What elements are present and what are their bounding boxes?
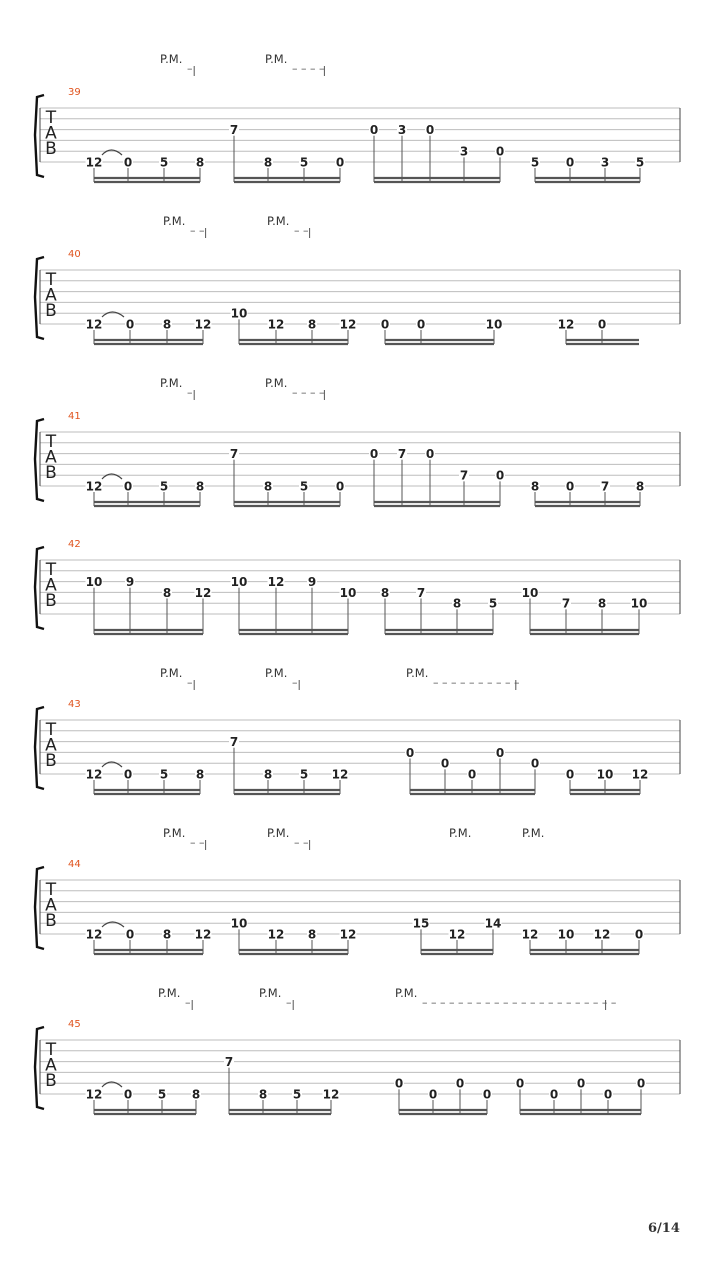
fret-number: 10 bbox=[521, 585, 539, 600]
measure-number: 43 bbox=[68, 699, 81, 710]
fret-number: 0 bbox=[603, 1087, 613, 1102]
fret-number: 12 bbox=[194, 317, 212, 332]
fret-number: 0 bbox=[123, 155, 133, 170]
fret-number: 5 bbox=[159, 479, 169, 494]
fret-number: 8 bbox=[307, 927, 317, 942]
fret-number: 10 bbox=[230, 575, 248, 590]
fret-number: 0 bbox=[495, 468, 505, 483]
fret-number: 8 bbox=[162, 317, 172, 332]
page-number: 6/14 bbox=[648, 1221, 680, 1236]
fret-number: 0 bbox=[428, 1087, 438, 1102]
palm-mute-extension: – – bbox=[294, 224, 309, 237]
fret-number: 5 bbox=[299, 767, 309, 782]
palm-mute-label: P.M. bbox=[265, 52, 288, 66]
fret-number: 0 bbox=[369, 123, 379, 138]
fret-number: 10 bbox=[230, 916, 248, 931]
fret-number: 3 bbox=[600, 155, 610, 170]
fret-number: 5 bbox=[635, 155, 645, 170]
tab-clef-letter: B bbox=[45, 301, 57, 321]
fret-number: 0 bbox=[565, 479, 575, 494]
tab-clef-letter: T bbox=[45, 560, 57, 580]
measure-number: 44 bbox=[68, 859, 81, 870]
fret-number: 12 bbox=[631, 767, 649, 782]
fret-number: 12 bbox=[85, 317, 103, 332]
fret-number: 12 bbox=[331, 767, 349, 782]
fret-number: 8 bbox=[530, 479, 540, 494]
measure-number: 40 bbox=[68, 249, 81, 260]
measure-number: 39 bbox=[68, 87, 81, 98]
fret-number: 0 bbox=[394, 1076, 404, 1091]
fret-number: 8 bbox=[195, 767, 205, 782]
fret-number: 8 bbox=[191, 1087, 201, 1102]
fret-number: 0 bbox=[467, 767, 477, 782]
fret-number: 0 bbox=[636, 1076, 646, 1091]
tab-clef-letter: B bbox=[45, 1071, 57, 1091]
fret-number: 7 bbox=[229, 735, 239, 750]
tab-clef-letter: A bbox=[45, 575, 57, 596]
fret-number: 10 bbox=[557, 927, 575, 942]
fret-number: 8 bbox=[307, 317, 317, 332]
fret-number: 8 bbox=[195, 155, 205, 170]
palm-mute-label: P.M. bbox=[259, 986, 282, 1000]
palm-mute-label: P.M. bbox=[163, 826, 186, 840]
fret-number: 0 bbox=[530, 756, 540, 771]
fret-number: 0 bbox=[425, 447, 435, 462]
fret-number: 7 bbox=[600, 479, 610, 494]
fret-number: 0 bbox=[123, 1087, 133, 1102]
fret-number: 3 bbox=[459, 144, 469, 159]
palm-mute-extension: – bbox=[187, 386, 193, 399]
tab-clef-letter: B bbox=[45, 139, 57, 159]
palm-mute-extension: – – – – bbox=[292, 62, 325, 75]
fret-number: 12 bbox=[593, 927, 611, 942]
tab-clef-letter: A bbox=[45, 895, 57, 916]
palm-mute-extension: – bbox=[292, 676, 298, 689]
fret-number: 0 bbox=[495, 745, 505, 760]
fret-number: 12 bbox=[85, 927, 103, 942]
fret-number: 7 bbox=[224, 1055, 234, 1070]
palm-mute-extension: – – bbox=[190, 224, 205, 237]
palm-mute-label: P.M. bbox=[265, 666, 288, 680]
fret-number: 3 bbox=[397, 123, 407, 138]
palm-mute-extension: – – bbox=[294, 836, 309, 849]
fret-number: 10 bbox=[596, 767, 614, 782]
fret-number: 5 bbox=[299, 155, 309, 170]
fret-number: 7 bbox=[229, 447, 239, 462]
fret-number: 8 bbox=[597, 596, 607, 611]
fret-number: 9 bbox=[125, 575, 135, 590]
fret-number: 5 bbox=[292, 1087, 302, 1102]
tab-clef-letter: A bbox=[45, 1055, 57, 1076]
palm-mute-extension: – bbox=[187, 62, 193, 75]
tab-clef-letter: B bbox=[45, 911, 57, 931]
tab-clef-letter: T bbox=[45, 432, 57, 452]
tab-clef-letter: B bbox=[45, 591, 57, 611]
fret-number: 12 bbox=[339, 927, 357, 942]
fret-number: 12 bbox=[557, 317, 575, 332]
fret-number: 0 bbox=[482, 1087, 492, 1102]
palm-mute-label: P.M. bbox=[395, 986, 418, 1000]
palm-mute-extension: – bbox=[187, 676, 193, 689]
palm-mute-label: P.M. bbox=[267, 826, 290, 840]
tab-clef-letter: A bbox=[45, 735, 57, 756]
fret-number: 10 bbox=[230, 306, 248, 321]
fret-number: 5 bbox=[299, 479, 309, 494]
palm-mute-extension: – bbox=[185, 996, 191, 1009]
fret-number: 0 bbox=[123, 479, 133, 494]
palm-mute-label: P.M. bbox=[406, 666, 429, 680]
fret-number: 5 bbox=[157, 1087, 167, 1102]
fret-number: 8 bbox=[162, 585, 172, 600]
tab-clef-letter: B bbox=[45, 751, 57, 771]
fret-number: 8 bbox=[263, 479, 273, 494]
fret-number: 12 bbox=[521, 927, 539, 942]
fret-number: 10 bbox=[85, 575, 103, 590]
fret-number: 0 bbox=[495, 144, 505, 159]
fret-number: 9 bbox=[307, 575, 317, 590]
fret-number: 0 bbox=[369, 447, 379, 462]
measure-number: 45 bbox=[68, 1019, 81, 1030]
fret-number: 12 bbox=[85, 479, 103, 494]
fret-number: 0 bbox=[125, 317, 135, 332]
tab-clef-letter: T bbox=[45, 1040, 57, 1060]
palm-mute-label: P.M. bbox=[160, 666, 183, 680]
fret-number: 12 bbox=[194, 927, 212, 942]
fret-number: 0 bbox=[576, 1076, 586, 1091]
fret-number: 10 bbox=[339, 585, 357, 600]
palm-mute-extension: – bbox=[286, 996, 292, 1009]
tab-clef-letter: A bbox=[45, 285, 57, 306]
fret-number: 8 bbox=[263, 767, 273, 782]
palm-mute-label: P.M. bbox=[160, 376, 183, 390]
fret-number: 12 bbox=[322, 1087, 340, 1102]
fret-number: 5 bbox=[530, 155, 540, 170]
tab-clef-letter: B bbox=[45, 463, 57, 483]
fret-number: 12 bbox=[85, 1087, 103, 1102]
fret-number: 5 bbox=[159, 155, 169, 170]
fret-number: 12 bbox=[267, 927, 285, 942]
fret-number: 14 bbox=[484, 916, 502, 931]
palm-mute-label: P.M. bbox=[160, 52, 183, 66]
palm-mute-label: P.M. bbox=[158, 986, 181, 1000]
tab-clef-letter: T bbox=[45, 270, 57, 290]
palm-mute-label: P.M. bbox=[522, 826, 545, 840]
tab-clef-letter: T bbox=[45, 108, 57, 128]
fret-number: 7 bbox=[459, 468, 469, 483]
fret-number: 8 bbox=[380, 585, 390, 600]
palm-mute-label: P.M. bbox=[449, 826, 472, 840]
fret-number: 0 bbox=[455, 1076, 465, 1091]
fret-number: 5 bbox=[159, 767, 169, 782]
fret-number: 0 bbox=[565, 155, 575, 170]
fret-number: 8 bbox=[452, 596, 462, 611]
fret-number: 12 bbox=[194, 585, 212, 600]
fret-number: 15 bbox=[412, 916, 430, 931]
fret-number: 12 bbox=[448, 927, 466, 942]
palm-mute-label: P.M. bbox=[163, 214, 186, 228]
measure-number: 42 bbox=[68, 539, 81, 550]
palm-mute-extension: – – bbox=[190, 836, 205, 849]
fret-number: 12 bbox=[85, 767, 103, 782]
fret-number: 0 bbox=[405, 745, 415, 760]
fret-number: 7 bbox=[416, 585, 426, 600]
fret-number: 0 bbox=[416, 317, 426, 332]
measure-number: 41 bbox=[68, 411, 81, 422]
fret-number: 12 bbox=[267, 317, 285, 332]
palm-mute-extension: – – – – bbox=[292, 386, 325, 399]
fret-number: 0 bbox=[597, 317, 607, 332]
fret-number: 7 bbox=[229, 123, 239, 138]
fret-number: 0 bbox=[335, 155, 345, 170]
fret-number: 0 bbox=[549, 1087, 559, 1102]
tab-clef-letter: A bbox=[45, 447, 57, 468]
palm-mute-label: P.M. bbox=[267, 214, 290, 228]
fret-number: 8 bbox=[263, 155, 273, 170]
fret-number: 0 bbox=[425, 123, 435, 138]
fret-number: 0 bbox=[440, 756, 450, 771]
fret-number: 10 bbox=[485, 317, 503, 332]
tab-clef-letter: A bbox=[45, 123, 57, 144]
fret-number: 7 bbox=[561, 596, 571, 611]
palm-mute-extension: – – – – – – – – – – – – – – – – – – – – – – bbox=[422, 996, 617, 1009]
fret-number: 0 bbox=[634, 927, 644, 942]
palm-mute-extension: – – – – – – – – – – bbox=[433, 676, 520, 689]
fret-number: 0 bbox=[380, 317, 390, 332]
fret-number: 8 bbox=[258, 1087, 268, 1102]
fret-number: 0 bbox=[335, 479, 345, 494]
fret-number: 5 bbox=[488, 596, 498, 611]
fret-number: 0 bbox=[123, 767, 133, 782]
fret-number: 0 bbox=[515, 1076, 525, 1091]
fret-number: 12 bbox=[339, 317, 357, 332]
tab-clef-letter: T bbox=[45, 720, 57, 740]
tab-clef-letter: T bbox=[45, 880, 57, 900]
fret-number: 8 bbox=[635, 479, 645, 494]
fret-number: 7 bbox=[397, 447, 407, 462]
fret-number: 12 bbox=[85, 155, 103, 170]
palm-mute-label: P.M. bbox=[265, 376, 288, 390]
fret-number: 0 bbox=[565, 767, 575, 782]
fret-number: 8 bbox=[162, 927, 172, 942]
fret-number: 0 bbox=[125, 927, 135, 942]
fret-number: 12 bbox=[267, 575, 285, 590]
fret-number: 10 bbox=[630, 596, 648, 611]
fret-number: 8 bbox=[195, 479, 205, 494]
